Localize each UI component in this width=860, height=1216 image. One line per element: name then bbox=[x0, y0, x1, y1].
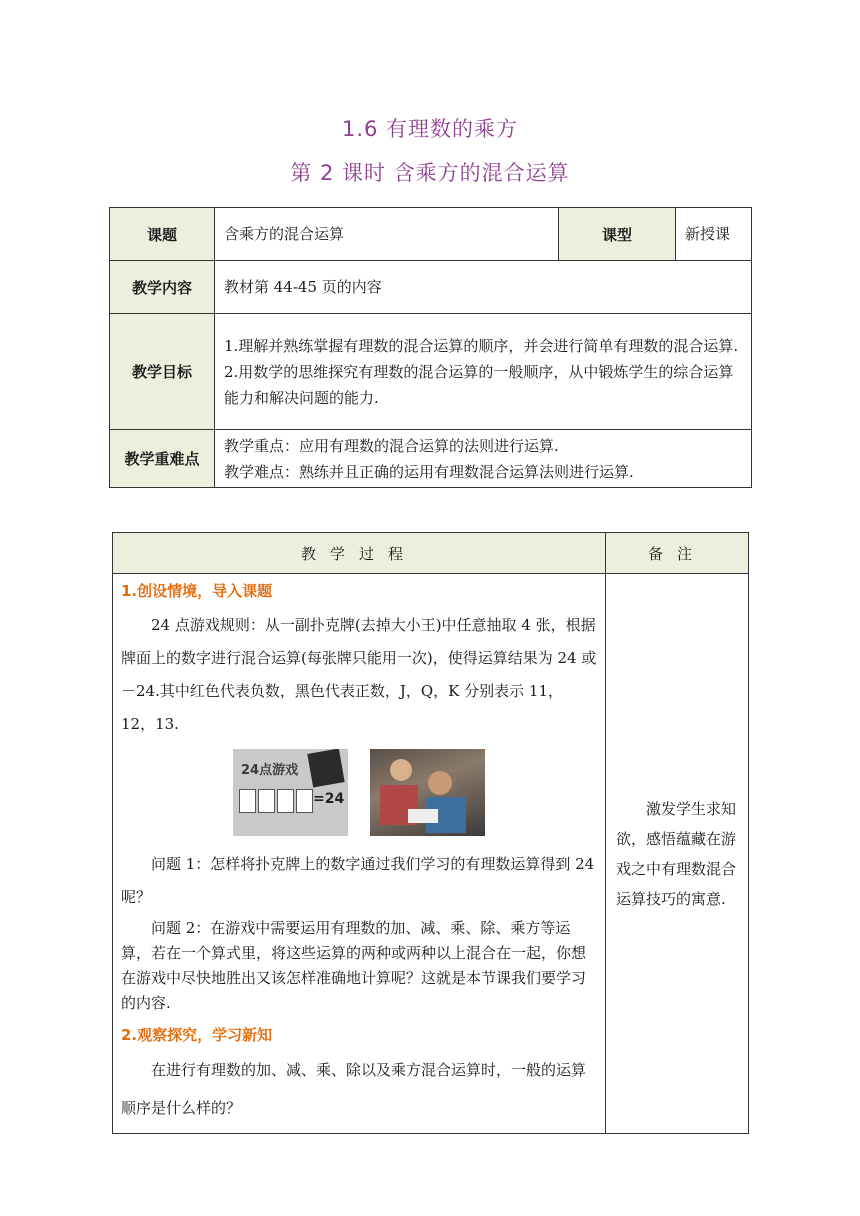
child-head-graphic bbox=[428, 771, 452, 795]
card-graphic bbox=[258, 789, 275, 813]
note-header: 备注 bbox=[606, 533, 749, 574]
section-2-title: 2.观察探究，学习新知 bbox=[121, 1026, 273, 1044]
note-content bbox=[606, 574, 749, 1134]
game-image-title: 24点游戏 bbox=[241, 763, 299, 778]
children-playing-photo bbox=[370, 749, 485, 836]
goal-line-1: 1.理解并熟练掌握有理数的混合运算的顺序，并会进行简单有理数的混合运算. bbox=[224, 336, 739, 355]
game-image-result: =24 bbox=[313, 791, 345, 807]
page-title: 1.6 有理数的乘方 bbox=[341, 117, 519, 141]
card-graphic bbox=[239, 789, 256, 813]
teaching-process-table bbox=[112, 532, 749, 1134]
question-2: 问题 2：在游戏中需要运用有理数的加、减、乘、除、乘方等运算，若在一个算式里，将这些运算的两种或两种以上混合在一起，你想在游戏中尽快地胜出又该怎样准确地计算呢？这就是本节课我们要学习的内容. bbox=[121, 919, 587, 1012]
goal-row bbox=[110, 314, 752, 430]
process-header-row bbox=[113, 533, 749, 574]
process-content bbox=[113, 574, 606, 1134]
key-value bbox=[215, 430, 752, 488]
game-rules: 24 点游戏规则：从一副扑克牌(去掉大小王)中任意抽取 4 张，根据牌面上的数字进行混合运算(每张牌只能用一次)，使得运算结果为 24 或－24.其中红色代表负数，黑色代表正数，J，Q，K 分别表示 11，12，13. bbox=[121, 616, 597, 733]
type-value: 新授课 bbox=[676, 208, 752, 261]
key-line-2: 教学难点：熟练并且正确的运用有理数混合运算法则进行运算. bbox=[224, 462, 634, 481]
lesson-info-table bbox=[109, 207, 752, 488]
key-label: 教学重难点 bbox=[110, 430, 215, 488]
topic-row bbox=[110, 208, 752, 261]
note-text: 激发学生求知欲，感悟蕴藏在游戏之中有理数混合运算技巧的寓意. bbox=[616, 799, 737, 908]
image-row bbox=[121, 749, 597, 836]
content-row bbox=[110, 261, 752, 314]
goal-line-2: 2.用数学的思维探究有理数的混合运算的一般顺序，从中锻炼学生的综合运算能力和解决问题的能力. bbox=[224, 362, 734, 407]
key-row bbox=[110, 430, 752, 488]
key-line-1: 教学重点：应用有理数的混合运算的法则进行运算. bbox=[224, 436, 559, 455]
card-graphic bbox=[296, 789, 313, 813]
process-header: 教学过程 bbox=[113, 533, 606, 574]
goal-label: 教学目标 bbox=[110, 314, 215, 430]
process-body-row bbox=[113, 574, 749, 1134]
child-head-graphic bbox=[390, 759, 412, 781]
type-label: 课型 bbox=[559, 208, 676, 261]
page-subtitle: 第 2 课时 含乘方的混合运算 bbox=[290, 161, 570, 185]
goal-value bbox=[215, 314, 752, 430]
question-1: 问题 1：怎样将扑克牌上的数字通过我们学习的有理数运算得到 24 呢？ bbox=[121, 855, 595, 906]
card-deck-graphic bbox=[307, 749, 344, 788]
topic-label: 课题 bbox=[110, 208, 215, 261]
content-value: 教材第 44-45 页的内容 bbox=[215, 261, 752, 314]
topic-value: 含乘方的混合运算 bbox=[215, 208, 559, 261]
cards-on-table-graphic bbox=[408, 809, 438, 823]
game-illustration bbox=[233, 749, 348, 836]
card-graphic bbox=[277, 789, 294, 813]
content-label: 教学内容 bbox=[110, 261, 215, 314]
section-1-title: 1.创设情境，导入课题 bbox=[121, 582, 273, 600]
section-2-text: 在进行有理数的加、减、乘、除以及乘方混合运算时，一般的运算顺序是什么样的？ bbox=[121, 1061, 587, 1117]
